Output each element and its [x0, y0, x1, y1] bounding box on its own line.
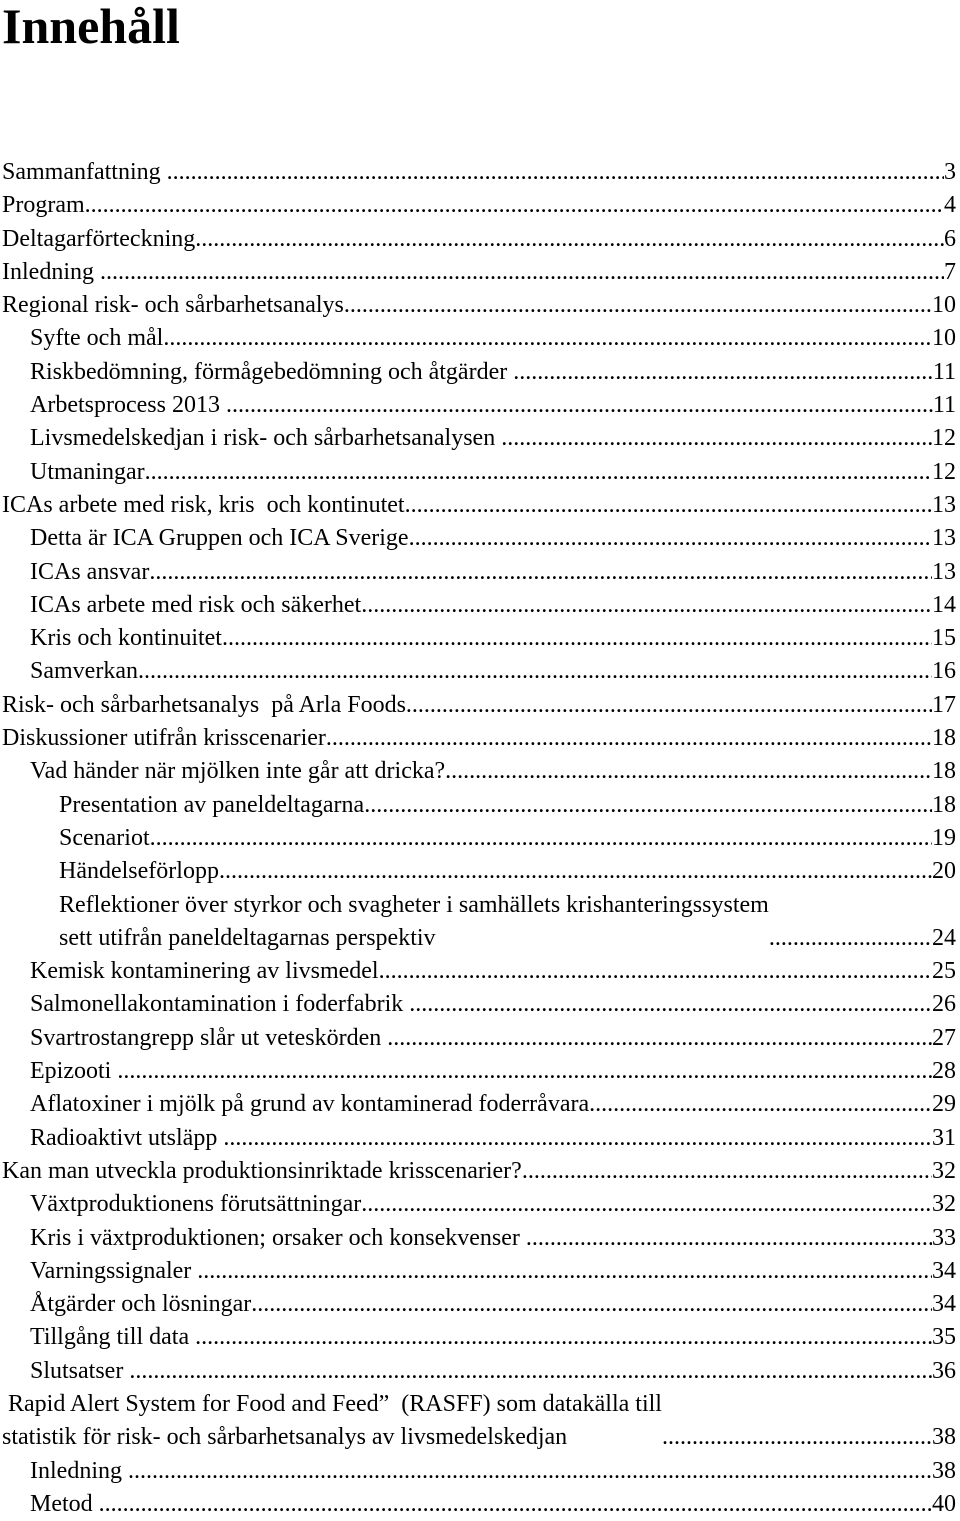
toc-entry-title — [59, 855, 219, 888]
toc-entry-title-line: Livsmedelskedjan i risk- och sårbarhetsanalysen — [30, 425, 502, 452]
dot-leader — [379, 955, 932, 988]
toc-entry-page-number: 15 — [932, 625, 956, 652]
toc-entry-title — [30, 1321, 195, 1354]
toc-entry-page-number: 33 — [932, 1224, 956, 1251]
dot-leader — [195, 1321, 932, 1354]
toc-entry-title-line: Epizooti — [30, 1058, 118, 1085]
toc-entry[interactable] — [0, 855, 960, 888]
dot-leader — [409, 522, 932, 555]
toc-entry[interactable] — [0, 356, 960, 389]
toc-entry-page-number: 10 — [932, 292, 956, 319]
toc-entry-page-number: 13 — [932, 558, 956, 585]
toc-entry[interactable] — [0, 456, 960, 489]
toc-entry-page-number: 38 — [932, 1424, 956, 1451]
toc-entry-title — [30, 389, 226, 422]
toc-entry[interactable] — [0, 722, 960, 755]
toc-entry[interactable] — [0, 755, 960, 788]
toc-entry[interactable] — [0, 955, 960, 988]
toc-entry-page-number: 34 — [932, 1257, 956, 1284]
dot-leader — [522, 1155, 932, 1188]
dot-leader — [226, 389, 933, 422]
toc-entry[interactable] — [0, 189, 960, 222]
toc-entry-title-line: ICAs arbete med risk och säkerhet — [30, 591, 362, 618]
toc-entry[interactable] — [0, 1122, 960, 1155]
dot-leader — [364, 789, 932, 822]
toc-entry-page-number: 17 — [932, 691, 956, 718]
toc-entry-page-number: 12 — [932, 458, 956, 485]
toc-entry[interactable] — [0, 689, 960, 722]
toc-entry[interactable] — [0, 1488, 960, 1521]
dot-leader — [326, 722, 932, 755]
toc-entry-title — [2, 722, 326, 755]
toc-entry[interactable] — [0, 589, 960, 622]
toc-entry-title — [30, 1055, 117, 1088]
toc-entry-title — [30, 456, 145, 489]
toc-entry[interactable] — [0, 156, 960, 189]
dot-leader — [589, 1088, 932, 1121]
toc-entry-page-number: 18 — [932, 758, 956, 785]
toc-entry-page-number: 29 — [932, 1091, 956, 1118]
toc-entry[interactable] — [0, 655, 960, 688]
toc-entry-title-line: ICAs ansvar — [30, 558, 150, 585]
toc-entry-title-line: Varningssignaler — [30, 1257, 198, 1284]
toc-entry[interactable] — [0, 822, 960, 855]
toc-entry-title — [2, 156, 167, 189]
toc-entry-title — [2, 489, 405, 522]
toc-entry-title — [30, 1488, 99, 1521]
toc-entry-page-number: 34 — [932, 1291, 956, 1318]
dot-leader — [219, 855, 932, 888]
toc-entry-title-line: Detta är ICA Gruppen och ICA Sverige — [30, 525, 409, 552]
toc-entry-title-line: Åtgärder och lösningar — [30, 1291, 252, 1318]
toc-entry-title — [30, 322, 163, 355]
toc-entry-page-number: 32 — [932, 1191, 956, 1218]
toc-entry-title-line: statistik för risk- och sårbarhetsanalys av livsmedelskedjan — [2, 1424, 568, 1451]
toc-entry-title-line: Program — [2, 192, 85, 219]
toc-entry-title — [30, 556, 149, 589]
toc-entry[interactable] — [0, 1055, 960, 1088]
toc-entry-page-number: 14 — [932, 591, 956, 618]
toc-entry-title-line: Rapid Alert System for Food and Feed” (RASFF) som datakälla till — [2, 1390, 662, 1417]
toc-entry[interactable] — [0, 1022, 960, 1055]
toc-entry-title-line: Kris och kontinuitet — [30, 625, 222, 652]
dot-leader — [223, 1122, 932, 1155]
toc-entry-title-line: sett utifrån paneldeltagarnas perspektiv — [59, 924, 436, 951]
toc-entry-title — [2, 1388, 662, 1455]
toc-entry-title-line: Risk- och sårbarhetsanalys på Arla Foods — [2, 691, 406, 718]
toc-entry-title — [2, 256, 100, 289]
toc-entry[interactable] — [0, 1288, 960, 1321]
toc-entry-title-line: Scenariot — [59, 824, 150, 851]
dot-leader — [344, 289, 932, 322]
toc-entry-page-number: 7 — [944, 258, 956, 285]
dot-leader — [662, 1421, 932, 1454]
toc-entry-title — [30, 655, 138, 688]
dot-leader — [145, 456, 932, 489]
dot-leader — [251, 1288, 932, 1321]
dot-leader — [361, 589, 932, 622]
dot-leader — [445, 755, 932, 788]
toc-entry-title-line: Regional risk- och sårbarhetsanalys — [2, 292, 344, 319]
toc-entry-page-number: 35 — [932, 1324, 956, 1351]
toc-entry-title-line: Deltagarförteckning — [2, 225, 196, 252]
dot-leader — [100, 256, 944, 289]
toc-entry-title — [30, 1188, 361, 1221]
toc-entry-title-line: Radioaktivt utsläpp — [30, 1124, 224, 1151]
dot-leader — [128, 1455, 932, 1488]
toc-entry[interactable] — [0, 1222, 960, 1255]
toc-entry-title-line: Salmonellakontamination i foderfabrik — [30, 991, 410, 1018]
toc-entry-title — [30, 522, 409, 555]
dot-leader — [405, 489, 932, 522]
toc-entry-title — [2, 189, 85, 222]
toc-entry[interactable] — [0, 1455, 960, 1488]
toc-entry-title-line: Kan man utveckla produktionsinriktade krisscenarier? — [2, 1157, 522, 1184]
table-of-contents — [0, 156, 960, 1521]
toc-entry-title-line: Aflatoxiner i mjölk på grund av kontaminerad foderråvara — [30, 1091, 590, 1118]
dot-leader — [409, 988, 932, 1021]
toc-entry-title-line: Svartrostangrepp slår ut veteskörden — [30, 1024, 388, 1051]
toc-entry-title-line: Händelseförlopp — [59, 858, 219, 885]
toc-entry-title — [59, 889, 769, 956]
toc-entry-title-line: Tillgång till data — [30, 1324, 196, 1351]
toc-entry-page-number: 16 — [932, 658, 956, 685]
toc-entry-title — [30, 422, 501, 455]
toc-entry-title-line: Slutsatser — [30, 1357, 130, 1384]
toc-entry-title-line: Kris i växtproduktionen; orsaker och konsekvenser — [30, 1224, 526, 1251]
toc-entry-title — [30, 622, 222, 655]
toc-entry-page-number: 13 — [932, 525, 956, 552]
toc-entry-page-number: 20 — [932, 858, 956, 885]
toc-entry[interactable] — [0, 1155, 960, 1188]
toc-entry[interactable] — [0, 622, 960, 655]
toc-entry-title — [2, 223, 195, 256]
toc-entry-page-number: 12 — [932, 425, 956, 452]
toc-entry-title — [30, 1122, 223, 1155]
toc-entry[interactable] — [0, 789, 960, 822]
dot-leader — [513, 356, 933, 389]
toc-entry-title-line: Vad händer när mjölken inte går att dricka? — [30, 758, 446, 785]
toc-entry-title — [2, 289, 344, 322]
toc-entry-title-line: Sammanfattning — [2, 159, 167, 185]
toc-entry-page-number: 28 — [932, 1058, 956, 1085]
toc-entry-page-number: 36 — [932, 1357, 956, 1384]
toc-entry-title — [59, 789, 364, 822]
dot-leader — [387, 1022, 932, 1055]
toc-entry-page-number: 19 — [932, 824, 956, 851]
toc-entry-title-line: Samverkan — [30, 658, 138, 685]
toc-entry-title — [59, 822, 150, 855]
toc-entry-title-line: Presentation av paneldeltagarna — [59, 791, 365, 818]
toc-entry-title — [30, 1355, 129, 1388]
toc-entry-page-number: 11 — [932, 358, 956, 385]
toc-entry-title-line: Växtproduktionens förutsättningar — [30, 1191, 362, 1218]
toc-entry[interactable] — [0, 1255, 960, 1288]
toc-entry[interactable] — [0, 1088, 960, 1121]
toc-entry[interactable] — [0, 489, 960, 522]
toc-entry-title-line: Arbetsprocess 2013 — [30, 392, 226, 419]
dot-leader — [138, 655, 932, 688]
toc-entry-page-number: 3 — [944, 159, 956, 185]
toc-entry-title-line: Inledning — [2, 258, 100, 285]
dot-leader — [361, 1188, 932, 1221]
toc-entry-title-line: Metod — [30, 1490, 99, 1517]
toc-entry-title — [30, 1088, 589, 1121]
toc-entry[interactable] — [0, 422, 960, 455]
dot-leader — [117, 1055, 932, 1088]
dot-leader — [526, 1222, 932, 1255]
toc-entry-page-number: 13 — [932, 491, 956, 518]
dot-leader — [149, 556, 932, 589]
toc-entry[interactable] — [0, 256, 960, 289]
toc-entry-page-number: 40 — [932, 1490, 956, 1517]
dot-leader — [769, 922, 932, 955]
dot-leader — [406, 689, 932, 722]
toc-entry-title-line: Utmaningar — [30, 458, 145, 485]
toc-entry-title-line: Kemisk kontaminering av livsmedel — [30, 958, 379, 985]
toc-entry-title — [30, 755, 445, 788]
toc-entry-title — [30, 988, 409, 1021]
toc-entry-page-number: 18 — [932, 725, 956, 752]
toc-entry[interactable] — [0, 322, 960, 355]
toc-entry-title — [30, 1255, 197, 1288]
dot-leader — [195, 223, 944, 256]
dot-leader — [85, 189, 944, 222]
toc-entry-title-line: Riskbedömning, förmågebedömning och åtgärder — [30, 358, 514, 385]
toc-entry-title — [30, 955, 379, 988]
toc-entry-page-number: 25 — [932, 958, 956, 985]
toc-entry-title — [30, 1455, 128, 1488]
toc-entry[interactable] — [0, 289, 960, 322]
toc-entry[interactable] — [0, 223, 960, 256]
toc-entry-page-number: 10 — [932, 325, 956, 352]
toc-entry-title — [2, 1155, 522, 1188]
toc-entry[interactable] — [0, 389, 960, 422]
toc-entry-page-number: 26 — [932, 991, 956, 1018]
toc-entry-title — [30, 1222, 526, 1255]
toc-entry-page-number: 27 — [932, 1024, 956, 1051]
toc-entry-page-number: 38 — [932, 1457, 956, 1484]
toc-entry-title-line: Syfte och mål — [30, 325, 164, 352]
dot-leader — [163, 322, 932, 355]
toc-entry-title — [30, 1022, 387, 1055]
toc-entry[interactable] — [0, 889, 960, 956]
dot-leader — [150, 822, 932, 855]
toc-entry-title-line: Diskussioner utifrån krisscenarier — [2, 725, 326, 752]
toc-entry-page-number: 6 — [944, 225, 956, 252]
dot-leader — [501, 422, 932, 455]
dot-leader — [129, 1355, 932, 1388]
dot-leader — [99, 1488, 932, 1521]
toc-entry-page-number: 24 — [932, 924, 956, 951]
dot-leader — [167, 156, 944, 189]
toc-entry-title — [2, 689, 406, 722]
toc-entry-page-number: 11 — [932, 392, 956, 419]
toc-entry-title-line: Inledning — [30, 1457, 128, 1484]
dot-leader — [222, 622, 932, 655]
dot-leader — [197, 1255, 932, 1288]
toc-entry[interactable] — [0, 1355, 960, 1388]
toc-entry-page-number: 4 — [944, 192, 956, 219]
toc-entry-page-number: 18 — [932, 791, 956, 818]
toc-entry-title-line: ICAs arbete med risk, kris och kontinutet — [2, 491, 405, 518]
toc-entry-title — [30, 1288, 251, 1321]
toc-entry-page-number: 32 — [932, 1157, 956, 1184]
toc-entry[interactable] — [0, 1188, 960, 1221]
toc-entry[interactable] — [0, 1321, 960, 1354]
toc-entry-title-line: Reflektioner över styrkor och svagheter i samhällets krishanteringssystem — [59, 891, 769, 918]
toc-entry-page-number: 31 — [932, 1124, 956, 1151]
toc-entry[interactable] — [0, 522, 960, 555]
page-title: Innehåll — [2, 0, 180, 54]
toc-entry[interactable] — [0, 988, 960, 1021]
toc-entry-title — [30, 356, 513, 389]
toc-entry[interactable] — [0, 1388, 960, 1455]
toc-entry-title — [30, 589, 361, 622]
toc-entry[interactable] — [0, 556, 960, 589]
